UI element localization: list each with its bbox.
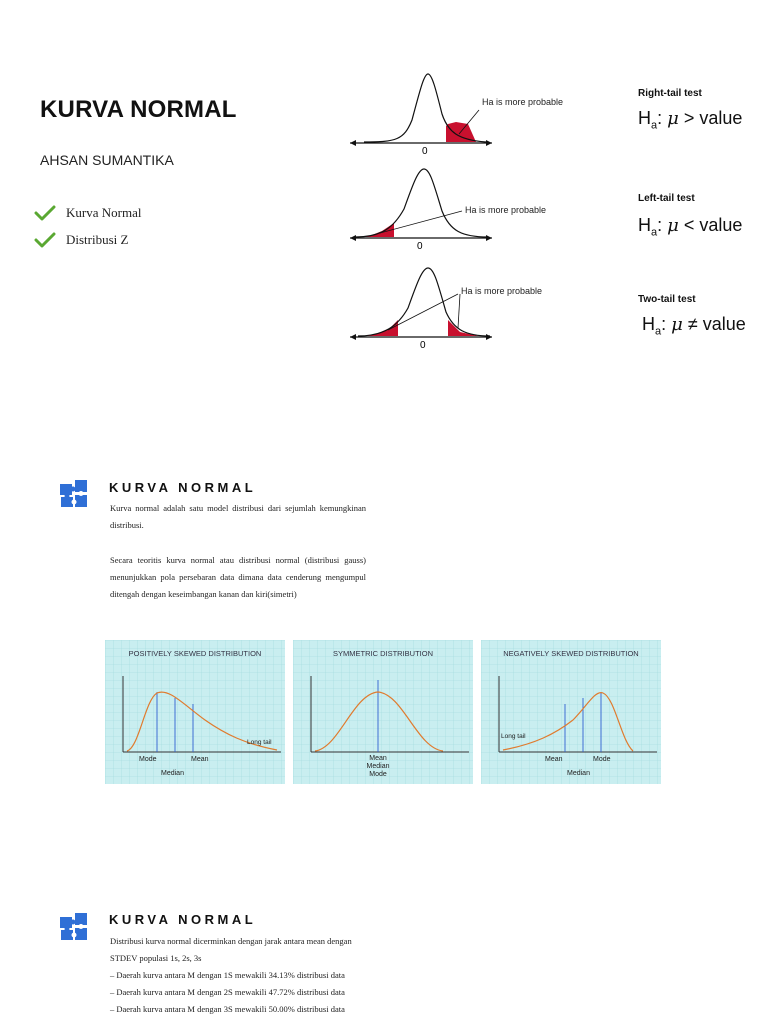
mean-label: Mean (545, 756, 563, 763)
checklist-item (34, 205, 141, 221)
bullet-list (110, 967, 470, 1018)
distribution-panel-negative (481, 640, 661, 784)
formula-operator: < (683, 215, 695, 235)
distribution-panel-symmetric (293, 640, 473, 784)
pointer-line (458, 294, 460, 328)
slide-title: KURVA NORMAL (40, 96, 237, 123)
intro-text (110, 933, 450, 967)
formula-h: H (642, 314, 655, 334)
checklist-label: Distribusi Z (66, 232, 129, 247)
test-label: Left-tail test (638, 193, 695, 204)
paragraph: Secara teoritis kurva normal atau distribusi normal (distribusi gauss) menunjukkan pola persebaran data dimana data cenderung mengumpul ditengah dengan keseimbangan kanan dan kiri(simetri) (110, 555, 366, 599)
formula-mu: μ (667, 215, 679, 236)
formula-value: value (699, 108, 743, 128)
annotation-label: Ha is more probable (465, 205, 547, 215)
formula-sub: a (651, 119, 658, 132)
annotation-label: Ha is more probable (482, 97, 564, 107)
median-label: Median (161, 770, 184, 777)
formula-colon: : (661, 314, 667, 334)
distribution-panel-positive (105, 640, 285, 784)
checkmark-icon (34, 232, 56, 248)
formula-colon: : (657, 108, 663, 128)
mean-label: Mean (191, 756, 209, 763)
long-tail-label: Long tail (247, 739, 272, 746)
hypothesis-formula (638, 215, 742, 239)
formula-h: H (638, 215, 651, 235)
section-title: KURVA NORMAL (109, 912, 257, 927)
puzzle-icon (59, 911, 89, 941)
panel-title: SYMMETRIC DISTRIBUTION (332, 649, 434, 658)
negatively-skewed-chart (481, 640, 661, 784)
formula-operator: ≠ (687, 314, 698, 334)
formula-sub: a (655, 325, 662, 338)
checklist-label: Kurva Normal (66, 205, 142, 220)
checklist-item (34, 232, 128, 248)
two-tail-diagram (346, 264, 496, 352)
symmetric-chart (293, 640, 473, 784)
intro-line: Distribusi kurva normal dicerminkan dengan jarak antara mean dengan (110, 936, 352, 946)
intro-line: STDEV populasi 1s, 2s, 3s (110, 953, 202, 963)
pointer-line (380, 211, 462, 233)
positively-skewed-chart (105, 640, 285, 784)
mode-label: Mode (369, 771, 387, 778)
zero-label: 0 (420, 340, 426, 351)
formula-sub: a (651, 226, 658, 239)
rejection-region (364, 223, 394, 237)
test-label: Right-tail test (638, 88, 702, 99)
panel-title: POSITIVELY SKEWED DISTRIBUTION (128, 649, 262, 658)
puzzle-icon (59, 478, 89, 508)
rejection-region-left (364, 320, 398, 336)
long-tail-label: Long tail (501, 733, 526, 740)
mode-label: Mode (593, 756, 611, 763)
normal-curve (358, 268, 490, 336)
test-label: Two-tail test (638, 294, 696, 305)
pointer-line (388, 294, 458, 330)
formula-mu: μ (667, 108, 679, 129)
annotation-label: Ha is more probable (461, 286, 543, 296)
zero-label: 0 (422, 146, 428, 157)
paragraph: Kurva normal adalah satu model distribusi dari sejumlah kemungkinan distribusi. (110, 503, 366, 530)
zero-label: 0 (417, 241, 423, 252)
panel-title: NEGATIVELY SKEWED DISTRIBUTION (503, 649, 639, 658)
formula-mu: μ (671, 314, 683, 335)
formula-h: H (638, 108, 651, 128)
hypothesis-formula (638, 108, 742, 132)
formula-colon: : (657, 215, 663, 235)
checkmark-icon (34, 205, 56, 221)
section-title: KURVA NORMAL (109, 480, 257, 495)
mean-label: Mean (369, 755, 387, 762)
mode-label: Mode (139, 756, 157, 763)
formula-value: value (699, 215, 743, 235)
formula-operator: > (683, 108, 695, 128)
right-tail-diagram (346, 70, 496, 158)
hypothesis-formula (642, 314, 746, 338)
list-item: – Daerah kurva antara M dengan 2S mewakili 47.72% distribusi data (110, 987, 345, 997)
list-item: – Daerah kurva antara M dengan 3S mewakili 50.00% distribusi data (110, 1004, 345, 1014)
median-label: Median (567, 770, 590, 777)
author-name: AHSAN SUMANTIKA (40, 152, 174, 168)
list-item: – Daerah kurva antara M dengan 1S mewakili 34.13% distribusi data (110, 970, 345, 980)
normal-curve (356, 169, 488, 237)
median-label: Median (366, 763, 390, 770)
formula-value: value (702, 314, 746, 334)
